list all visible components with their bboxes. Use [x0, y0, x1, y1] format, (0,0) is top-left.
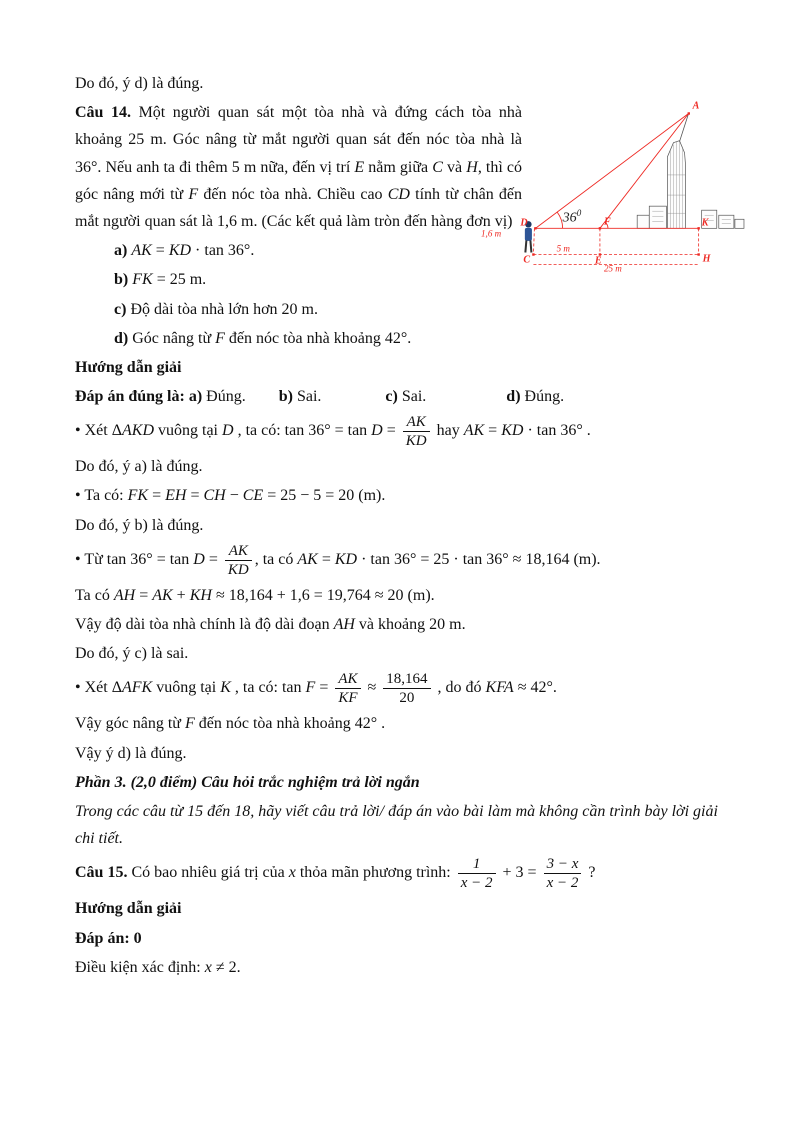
solution-step-7: Vậy độ dài tòa nhà chính là độ dài đoạn AH và khoảng 20 m. — [75, 616, 466, 633]
fraction: $\frac{AK}{KD}$ — [403, 413, 430, 450]
statement-c: c) Độ dài tòa nhà lớn hơn 20 m. — [114, 300, 318, 318]
condition-line: Điều kiện xác định: x ≠ 2. — [75, 958, 241, 976]
statement-b: b) FK = 25 m. — [114, 271, 207, 289]
dimension-total: 25 m — [603, 263, 622, 274]
solution-step-8: Do đó, ý c) là sai. — [75, 645, 189, 663]
angle-label: $36^0$ — [562, 208, 582, 226]
answer-summary: Đáp án đúng là: a) Đúng. b) Sai. c) Sai. d) Đúng. — [75, 388, 565, 406]
solution-step-6: Ta có AH = AK + KH ≈ 18,164 + 1,6 = 19,764 ≈ 20 (m). — [75, 586, 435, 604]
antenna-line — [679, 113, 688, 141]
label-H: H — [702, 253, 711, 265]
solution-step-10: Vậy góc nâng từ F đến nóc tòa nhà khoảng 42° . — [75, 715, 386, 733]
label-E: E — [594, 255, 602, 267]
label-A: A — [692, 100, 700, 112]
dimension-walk: 5 m — [556, 243, 570, 254]
solution-step-11: Vậy ý d) là đúng. — [75, 744, 187, 762]
line-d-correct: Do đó, ý d) là đúng. — [75, 75, 204, 92]
part-3-heading: Phần 3. (2,0 điểm) Câu hỏi trắc nghiệm trả lời ngắn — [75, 773, 420, 791]
fraction: $\frac{1}{x - 2}$ — [458, 855, 496, 892]
label-D: D — [520, 217, 528, 229]
statement-d: d) Góc nâng từ F đến nóc tòa nhà khoảng 42°. — [114, 329, 412, 347]
solution-step-5: • Từ tan 36° = tan D = $\frac{AK}{KD}$ , ta có AK = KD · tan 36° = 25 · tan 36° ≈ 18,164 (m). — [75, 542, 601, 578]
solution-guide-heading-15: Hướng dẫn giải — [75, 900, 182, 918]
label-F: F — [603, 216, 611, 228]
solution-step-2: Do đó, ý a) là đúng. — [75, 458, 203, 476]
fraction: $\frac{18,164}{20}$ — [383, 670, 430, 707]
solution-step-1: • Xét ΔAKD vuông tại D , ta có: tan 36° = tan D = $\frac{AK}{KD}$ hay AK = KD · tan 36° . — [75, 414, 591, 450]
fraction: $\frac{AK}{KD}$ — [225, 542, 252, 579]
solution-step-4: Do đó, ý b) là đúng. — [75, 516, 204, 534]
solution-step-9: • Xét ΔAFK vuông tại K , ta có: tan F = $\frac{AK}{KF}$ ≈ $\frac{18,164}{20}$ , do đó KFA ≈ 42°. — [75, 671, 557, 707]
city-sketch — [637, 141, 744, 229]
part-3-instructions: Trong các câu từ 15 đến 18, hãy viết câu trả lời/ đáp án vào bài làm mà không cần trình bày lời giải chi tiết. — [75, 802, 718, 848]
problem-14-statement: Câu 14. Một người quan sát một tòa nhà và đứng cách tòa nhà khoảng 25 m. Góc nâng từ mắt người quan sát đến nóc tòa nhà là 36°. Nếu anh ta đi thêm 5 m nữa, đến vị trí E nằm giữa C và H, thì có góc nâng mới từ F đến nóc tòa nhà. Chiều cao CD tính từ chân đến mắt người quan sát là 1,6 m. (Các kết quả làm tròn đến hàng đơn vị) — [75, 104, 523, 230]
problem-15-statement: Câu 15. Có bao nhiêu giá trị của x thỏa mãn phương trình: $\frac{1}{x - 2}$ + 3 = $\frac{3 - x}{x - 2}$ ? — [75, 856, 596, 892]
solution-guide-heading: Hướng dẫn giải — [75, 358, 182, 376]
answer-15: Đáp án: 0 — [75, 929, 142, 947]
fraction: $\frac{AK}{KF}$ — [335, 670, 360, 707]
problem-14-figure — [476, 94, 748, 274]
statement-a: a) AK = KD · tan 36°. — [114, 242, 255, 260]
solution-step-3: • Ta có: FK = EH = CH − CE = 25 − 5 = 20 (m). — [75, 487, 386, 505]
label-K: K — [701, 217, 709, 229]
label-C: C — [523, 254, 531, 266]
dimension-height: 1,6 m — [481, 228, 502, 239]
fraction: $\frac{3 - x}{x - 2}$ — [544, 855, 582, 892]
